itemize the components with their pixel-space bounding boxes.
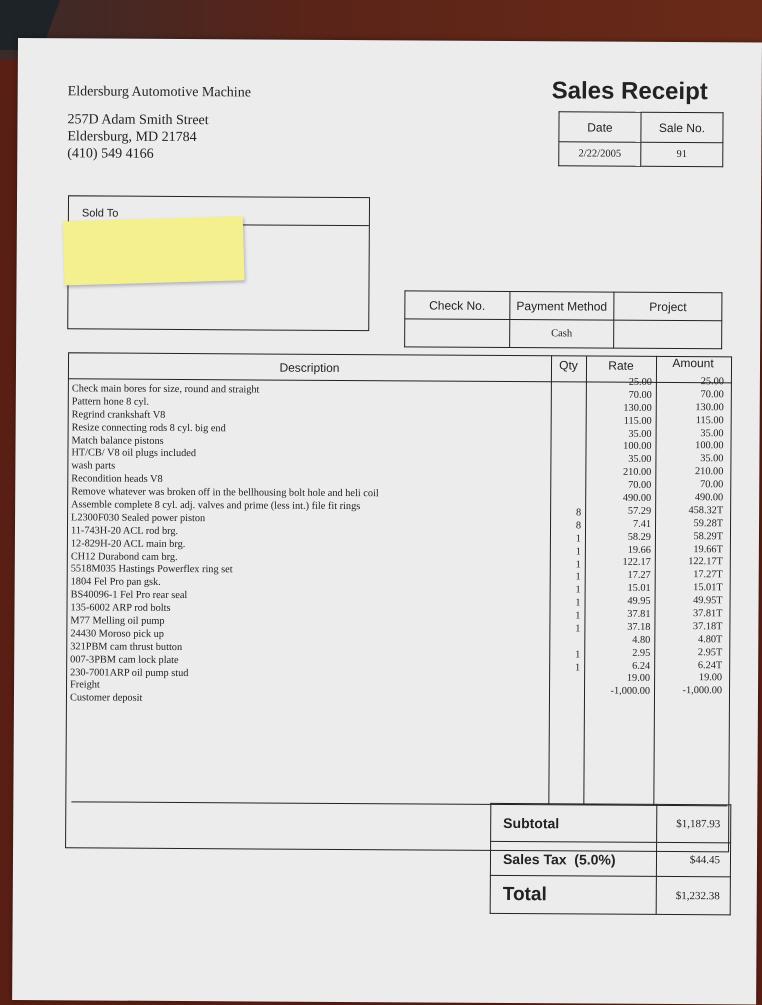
item-amount: 130.00 [695,401,724,414]
item-rate: 6.24 [632,660,651,672]
item-qty: 1 [575,623,581,635]
item-description: 5518M035 Hastings Powerflex ring set [70,563,233,576]
item-qty: 1 [575,610,581,622]
item-rate: 70.00 [628,389,652,401]
item-rate: 130.00 [623,402,652,414]
item-qty [549,636,580,649]
item-amount: 37.18T [692,621,723,633]
item-description: 230-7001ARP oil pump stud [70,666,189,679]
item-description: CH12 Durabond cam brg. [70,550,178,563]
item-amount: -1,000.00 [682,685,723,697]
amount-list [654,376,724,699]
item-rate: 490.00 [622,492,652,504]
description-list [70,383,548,708]
qty-list [549,507,581,701]
item-qty: 1 [575,597,581,609]
sold-to-label: Sold To [69,196,369,226]
item-qty: 8 [575,520,582,532]
item-rate: 15.01 [627,582,651,595]
item-qty [549,688,580,701]
item-amount: 58.29T [693,530,724,543]
item-amount: 25.00 [700,376,724,388]
sales-tax-label: Sales Tax (5.0%) [490,841,657,876]
item-rate: 35.00 [628,428,652,440]
payment-method-value: Cash [509,320,614,349]
item-qty: 1 [575,571,581,583]
item-amount: 35.00 [700,427,724,439]
item-description: Resize connecting rods 8 cyl. big end [71,422,226,434]
item-rate: 70.00 [628,479,652,492]
item-rate: 49.95 [627,595,651,608]
total-value: $1,232.38 [657,876,731,914]
item-description: Freight [70,679,100,691]
item-description: 24430 Moroso pick up [70,628,164,640]
check-no-label: Check No. [405,291,510,320]
item-amount: 2.95T [697,646,723,659]
company-name: Eldersburg Automotive Machine [67,84,251,101]
sales-tax-value: $44.45 [657,842,731,876]
item-rate: 210.00 [622,466,652,479]
item-rate: 37.81 [627,608,651,620]
check-no-value [405,319,510,348]
sale-no-label: Sale No. [641,112,723,143]
sale-no-value: 91 [641,142,723,167]
item-description: BS40096-1 Fel Pro rear seal [70,589,188,602]
item-qty: 1 [575,546,581,558]
sticky-note [63,216,245,285]
item-rate: 2.95 [632,647,651,659]
item-rate: 19.66 [627,544,651,556]
item-rate: 35.00 [628,454,652,466]
item-description: HT/CB/ V8 oil plugs included [71,447,197,460]
date-sale-box [558,111,723,167]
item-rate: 122.17 [622,557,651,569]
item-amount: 35.00 [700,453,724,465]
item-description: Recondition heads V8 [71,473,163,486]
item-amount: 4.80T [697,633,723,646]
item-description: Match balance pistons [71,434,164,447]
item-amount: 49.95T [693,595,723,607]
item-amount: 17.27T [693,569,723,581]
subtotal-value: $1,187.93 [657,804,731,842]
date-label: Date [559,112,641,143]
amount-header: Amount [672,356,714,371]
item-rate: -1,000.00 [610,686,651,698]
item-rate: 19.00 [626,673,651,685]
item-rate: 57.29 [627,505,652,517]
item-description: M77 Melling oil pump [70,615,165,627]
company-phone: (410) 549 4166 [67,146,154,162]
item-amount: 490.00 [694,492,724,504]
item-description: L2300F030 Sealed power piston [71,512,206,525]
item-description: Check main bores for size, round and straight [71,383,260,396]
item-amount: 100.00 [695,440,724,452]
item-description: Customer deposit [69,692,143,705]
item-amount: 6.24T [697,659,723,671]
item-rate: 37.18 [627,621,651,633]
date-value: 2/22/2005 [559,142,641,167]
item-rate: 58.29 [627,531,651,543]
item-rate: 25.00 [628,376,652,388]
item-description: 321PBM cam thrust button [70,641,183,653]
item-rate: 17.27 [627,570,651,582]
rate-header: Rate [608,358,634,373]
item-amount: 458.32T [688,505,724,517]
item-description: Assemble complete 8 cyl. adj. valves and prime (less int.) file fit rings [71,499,361,513]
item-rate: 7.41 [632,518,652,530]
item-rate: 100.00 [623,441,652,453]
item-amount: 19.00 [698,672,723,684]
document-title: Sales Receipt [551,77,708,106]
payment-box [404,290,722,349]
item-rate: 4.80 [632,634,651,646]
item-amount: 115.00 [695,414,724,426]
item-qty: 1 [575,584,581,596]
item-qty: 1 [575,649,581,661]
item-description: 12-829H-20 ACL main brg. [70,538,186,550]
description-header: Description [279,360,340,375]
item-description: 11-743H-20 ACL rod brg. [70,525,179,537]
item-description: 007-3PBM cam lock plate [70,654,179,666]
item-amount: 122.17T [688,556,723,568]
item-description: Regrind crankshaft V8 [71,409,166,421]
item-amount: 37.81T [692,608,723,620]
item-qty: 8 [575,507,582,519]
item-qty: 1 [575,558,581,571]
total-label: Total [490,875,657,914]
totals-box [490,803,732,915]
item-qty: 1 [574,662,581,674]
item-description: 1804 Fel Pro pan gsk. [70,576,161,589]
item-amount: 15.01T [693,582,723,594]
project-label: Project [614,292,722,321]
item-qty: 1 [575,533,581,545]
company-address-line1: 257D Adam Smith Street [67,112,209,129]
qty-header: Qty [559,358,578,373]
payment-method-label: Payment Method [509,292,614,321]
item-qty [549,675,580,688]
item-amount: 70.00 [700,479,724,491]
item-amount: 59.28T [693,517,724,530]
item-amount: 210.00 [695,466,724,478]
company-address-line2: Eldersburg, MD 21784 [67,129,197,146]
project-value [614,320,722,349]
item-description: Pattern hone 8 cyl. [71,396,150,408]
rate-list [584,376,652,699]
item-amount: 19.66T [693,543,723,555]
subtotal-label: Subtotal [491,803,658,842]
item-description: wash parts [71,460,116,472]
receipt-paper [12,38,762,1005]
item-description: Remove whatever was broken off in the bellhousing bolt hole and heli coil [71,486,379,500]
item-rate: 115.00 [623,415,652,427]
item-description: 135-6002 ARP rod bolts [70,602,171,615]
item-amount: 70.00 [700,389,724,401]
